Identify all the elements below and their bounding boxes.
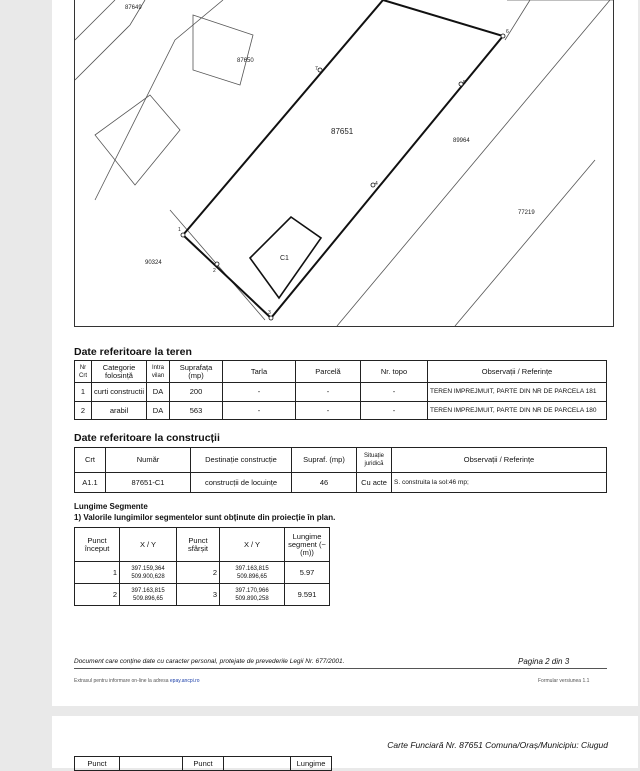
table-cell: 200 bbox=[170, 383, 223, 402]
column-header: Situație juridică bbox=[357, 448, 392, 473]
column-header: Punct sfârșit bbox=[177, 528, 220, 562]
table-row bbox=[75, 402, 607, 420]
neighbour-line bbox=[75, 0, 115, 40]
table-cell: arabil bbox=[92, 402, 147, 420]
table-cell: 3 bbox=[177, 584, 220, 606]
table-cell: - bbox=[361, 383, 428, 402]
column-header: Nr Crt bbox=[75, 361, 92, 383]
column-header: Punct început bbox=[75, 528, 120, 562]
table-row bbox=[75, 562, 330, 584]
table-cell: 2 bbox=[177, 562, 220, 584]
label-77219: 77219 bbox=[518, 210, 535, 216]
table-cell: A1.1 bbox=[75, 473, 106, 493]
segmente-title: Lungime Segmente bbox=[74, 502, 148, 511]
table-cell: 1 bbox=[75, 383, 92, 402]
table-cell: 563 bbox=[170, 402, 223, 420]
column-header: Număr bbox=[106, 448, 191, 473]
neighbour-building bbox=[193, 15, 253, 85]
parcel-87651 bbox=[183, 0, 503, 318]
table-row bbox=[75, 473, 607, 493]
footer-note: Document care conține date cu caracter personal, protejate de prevederile Legii Nr. 677/2001. bbox=[74, 658, 345, 665]
label-87649: 87649 bbox=[125, 5, 142, 11]
table-cell: S. construita la sol:46 mp; bbox=[392, 473, 607, 493]
table-cell: DA bbox=[147, 402, 170, 420]
segmente-table-continued bbox=[74, 756, 332, 771]
parcel-boundary-line bbox=[337, 0, 610, 326]
table-cell: 2 bbox=[75, 584, 120, 606]
vertex-label: 4 bbox=[375, 181, 378, 187]
label-90324: 90324 bbox=[145, 260, 162, 266]
vertex-label: 3 bbox=[268, 310, 271, 316]
table-cell: 5.97 bbox=[285, 562, 330, 584]
column-header: Lungime segment (~ (m)) bbox=[285, 528, 330, 562]
table-cell: - bbox=[223, 402, 296, 420]
coord-x: 397.170,966 bbox=[235, 587, 269, 594]
column-header: X / Y bbox=[220, 528, 285, 562]
column-header: Punct bbox=[183, 757, 224, 771]
coord-x: 397.159,364 bbox=[131, 565, 165, 572]
page-header: Carte Funciară Nr. 87651 Comuna/Oraș/Municipiu: Ciugud bbox=[387, 740, 608, 750]
vertex-label: 2 bbox=[213, 268, 216, 274]
epay-link[interactable]: epay.ancpi.ro bbox=[169, 678, 200, 684]
column-header: Nr. topo bbox=[361, 361, 428, 383]
table-header-row bbox=[75, 448, 607, 473]
table-cell: - bbox=[223, 383, 296, 402]
form-version: Formular versiunea 1.1 bbox=[538, 678, 590, 684]
column-header: Lungime bbox=[291, 757, 332, 771]
label-87650: 87650 bbox=[237, 58, 254, 64]
coord-y: 509.896,65 bbox=[132, 595, 164, 602]
table-cell: 1 bbox=[75, 562, 120, 584]
label-87651: 87651 bbox=[331, 127, 354, 136]
column-header: Categorie folosință bbox=[92, 361, 147, 383]
table-cell: - bbox=[296, 383, 361, 402]
footer-divider bbox=[74, 668, 607, 669]
table-header-row bbox=[75, 361, 607, 383]
coord-x: 397.163,815 bbox=[131, 587, 165, 594]
table-cell: construcții de locuințe bbox=[191, 473, 292, 493]
column-header: Observații / Referințe bbox=[392, 448, 607, 473]
document-page-3 bbox=[52, 716, 638, 768]
column-header bbox=[120, 757, 183, 771]
page-number: Pagina 2 din 3 bbox=[518, 657, 570, 666]
table-cell: curti constructii bbox=[92, 383, 147, 402]
table-header-row bbox=[75, 528, 330, 562]
vertex-label: 1 bbox=[178, 227, 181, 233]
table-cell: 2 bbox=[75, 402, 92, 420]
coord-x: 397.163,815 bbox=[235, 565, 269, 572]
column-header: Parcelă bbox=[296, 361, 361, 383]
teren-table bbox=[74, 360, 607, 420]
table-cell: - bbox=[361, 402, 428, 420]
column-header: Intra vilan bbox=[147, 361, 170, 383]
extract-prefix: Extrasul pentru informare on-line la adresa bbox=[74, 678, 169, 684]
table-cell: 46 bbox=[292, 473, 357, 493]
vertex-label: 5 bbox=[463, 80, 466, 86]
neighbour-building bbox=[95, 95, 180, 185]
table-row bbox=[75, 584, 330, 606]
table-cell: Cu acte bbox=[357, 473, 392, 493]
table-cell: 9.591 bbox=[285, 584, 330, 606]
constructii-table bbox=[74, 447, 607, 493]
coord-y: 509.890,258 bbox=[235, 595, 269, 602]
teren-section-title: Date referitoare la teren bbox=[74, 346, 192, 358]
table-cell: TEREN IMPREJMUIT, PARTE DIN NR DE PARCELA 181 bbox=[428, 383, 607, 402]
table-row bbox=[75, 383, 607, 402]
table-cell: DA bbox=[147, 383, 170, 402]
segmente-table bbox=[74, 527, 330, 606]
cadastral-plan bbox=[74, 0, 614, 327]
constructii-section-title: Date referitoare la construcții bbox=[74, 432, 220, 444]
column-header: Punct bbox=[75, 757, 120, 771]
column-header: Tarla bbox=[223, 361, 296, 383]
vertex-label: 7 bbox=[315, 66, 318, 72]
column-header: Suprafața (mp) bbox=[170, 361, 223, 383]
vertex-label: 6 bbox=[506, 29, 509, 35]
column-header: Destinație construcție bbox=[191, 448, 292, 473]
table-header-row bbox=[75, 757, 332, 771]
document-page-2 bbox=[52, 0, 638, 706]
neighbour-line bbox=[75, 0, 145, 80]
column-header: Observații / Referințe bbox=[428, 361, 607, 383]
table-cell: TEREN IMPREJMUIT, PARTE DIN NR DE PARCELA 180 bbox=[428, 402, 607, 420]
extract-note bbox=[74, 678, 200, 684]
label-c1: C1 bbox=[280, 255, 289, 262]
table-cell: - bbox=[296, 402, 361, 420]
column-header bbox=[224, 757, 291, 771]
neighbour-line bbox=[95, 0, 223, 200]
parcel-boundary-line bbox=[455, 160, 595, 326]
plan-drawing bbox=[75, 0, 613, 326]
column-header: Supraf. (mp) bbox=[292, 448, 357, 473]
column-header: Crt bbox=[75, 448, 106, 473]
label-89964: 89964 bbox=[453, 138, 470, 144]
column-header: X / Y bbox=[120, 528, 177, 562]
coord-y: 509.896,65 bbox=[236, 573, 268, 580]
table-cell: 87651-C1 bbox=[106, 473, 191, 493]
segmente-subtitle: 1) Valorile lungimilor segmentelor sunt obținute din proiecție în plan. bbox=[74, 513, 336, 522]
coord-y: 509.900,628 bbox=[131, 573, 165, 580]
